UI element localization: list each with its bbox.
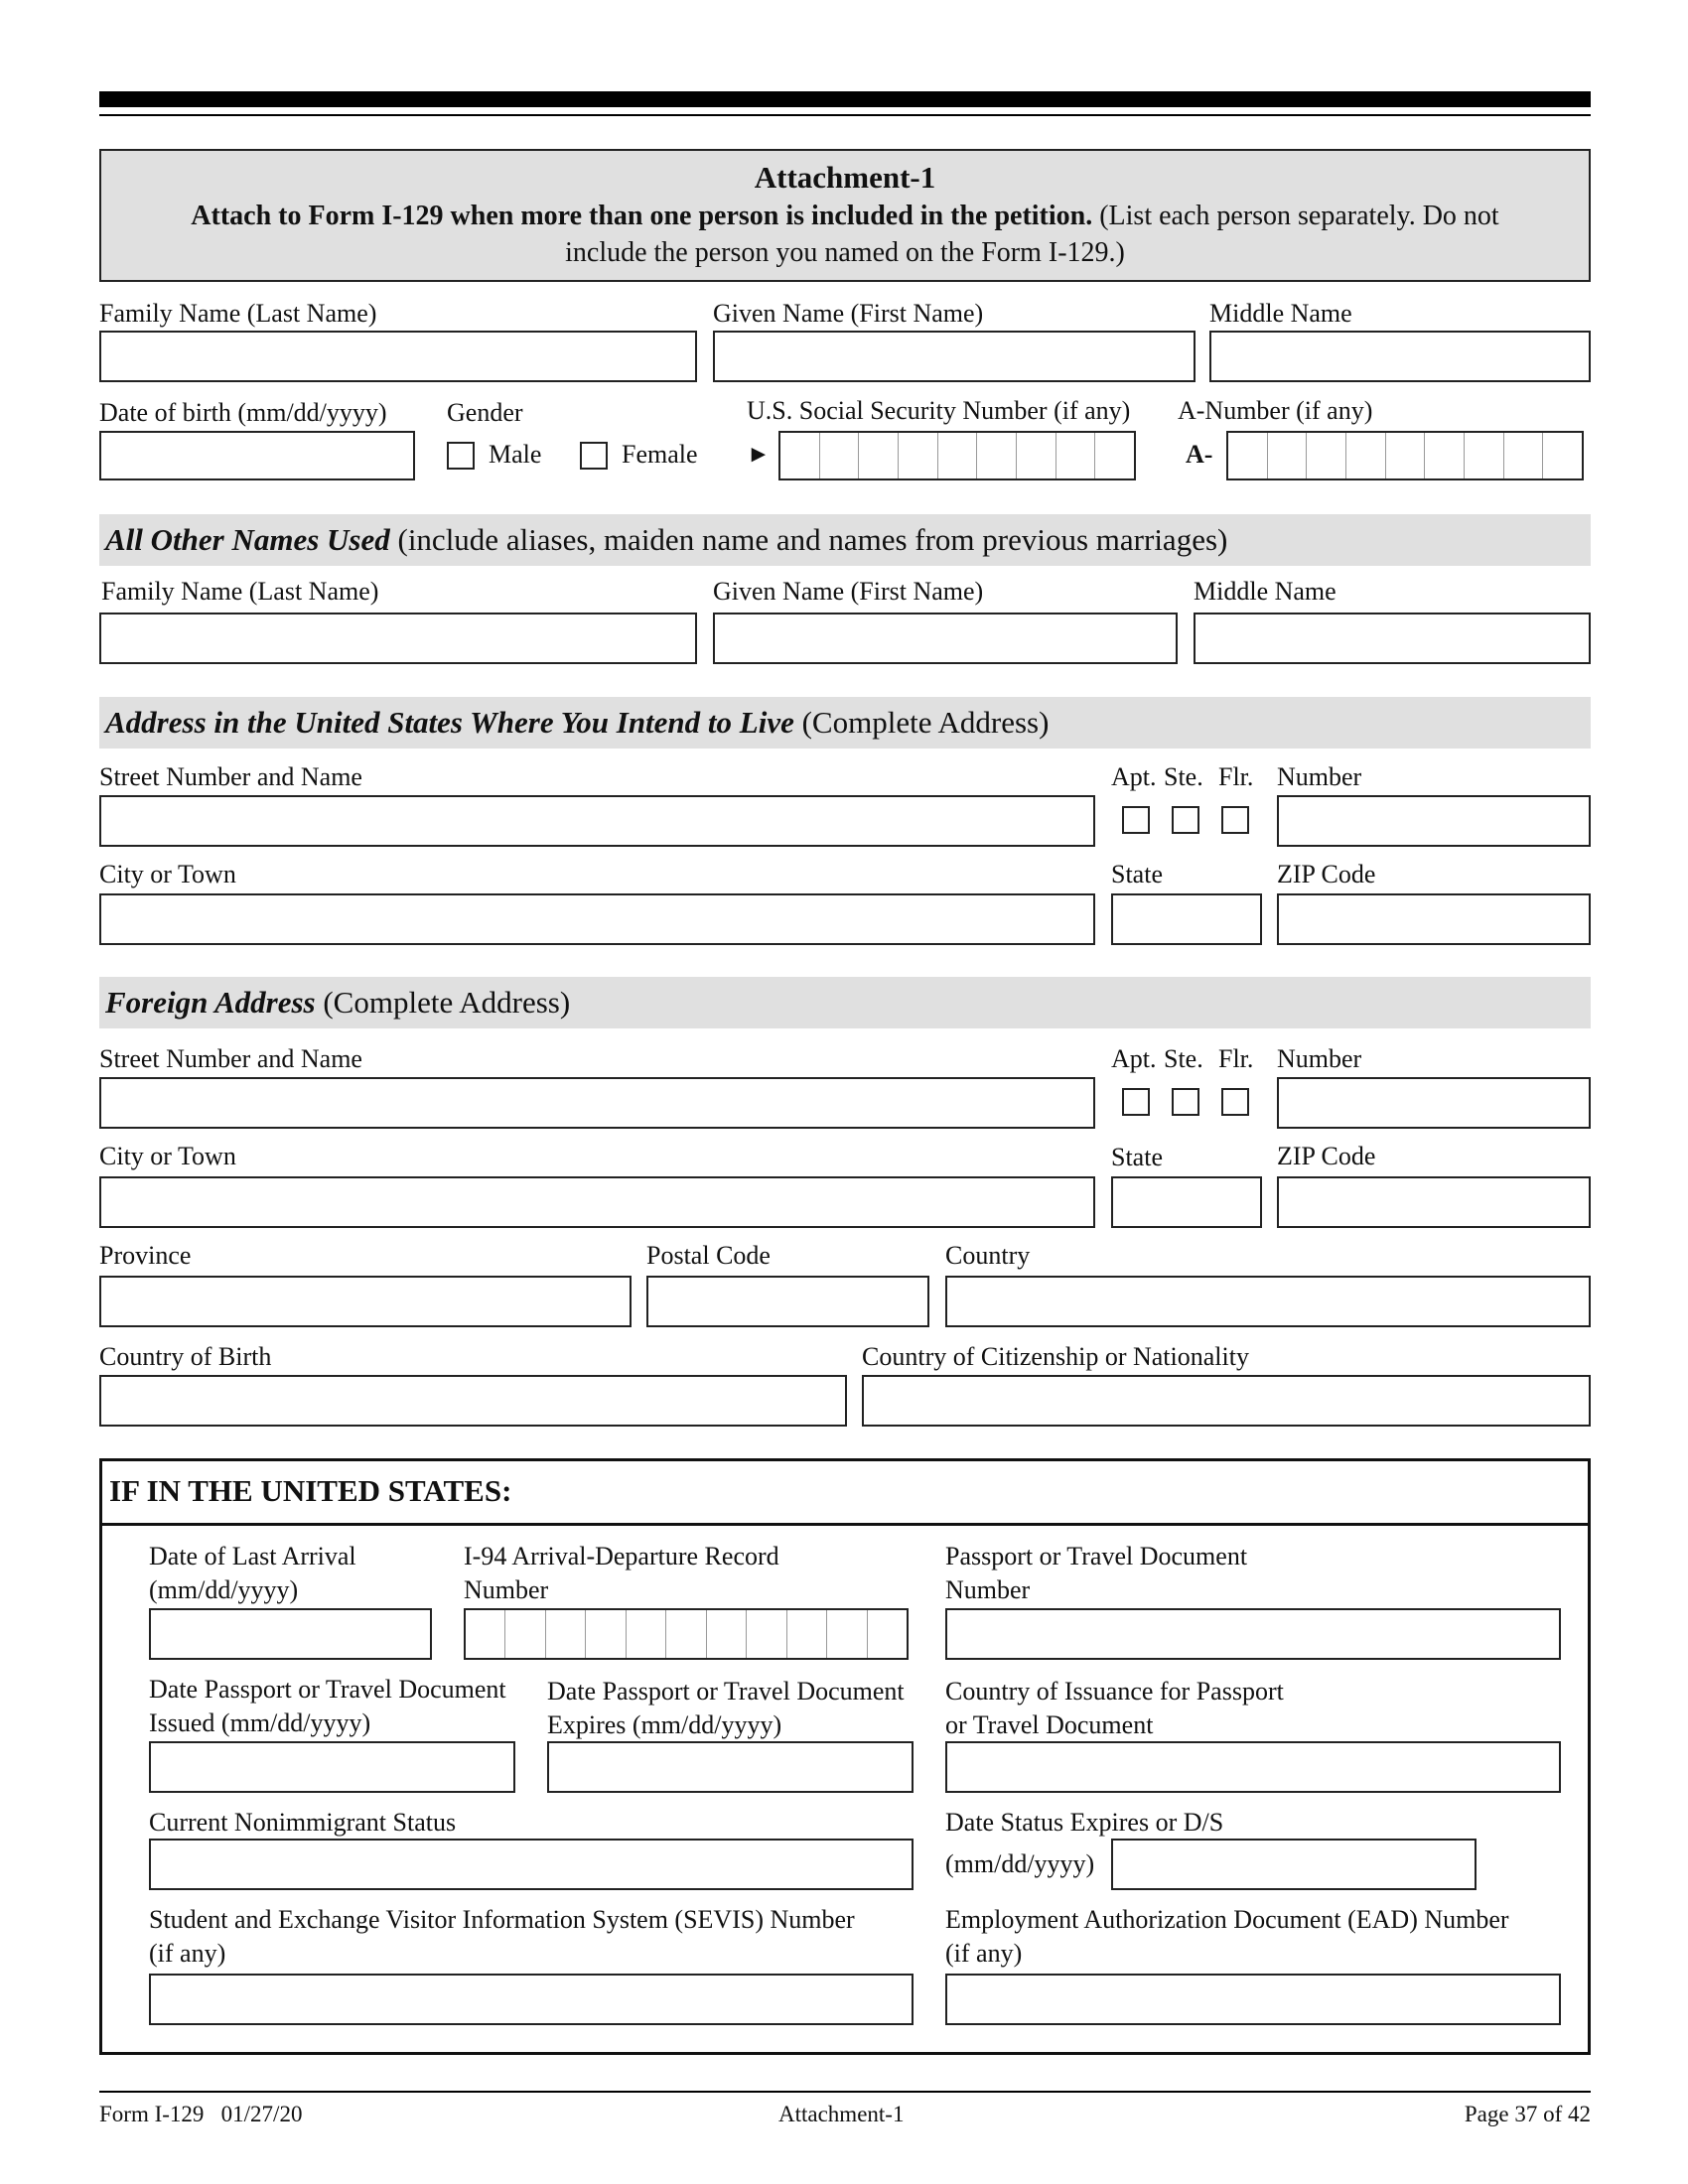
dob-field[interactable]	[99, 431, 415, 480]
us-city-label: City or Town	[99, 860, 236, 888]
status-label: Current Nonimmigrant Status	[149, 1808, 457, 1837]
foreign-number-label: Number	[1277, 1044, 1362, 1073]
us-number-field[interactable]	[1277, 795, 1591, 847]
status-field[interactable]	[149, 1839, 914, 1890]
sevis-field[interactable]	[149, 1974, 914, 2025]
other-names-heading-bold: All Other Names Used	[105, 522, 390, 557]
status-expires-label-2: (mm/dd/yyyy)	[945, 1849, 1095, 1878]
attachment-instruction-rest: (List each person separately. Do not	[1099, 201, 1499, 231]
i94-label-1: I-94 Arrival-Departure Record	[464, 1542, 779, 1570]
male-label: Male	[489, 440, 542, 469]
anumber-label: A-Number (if any)	[1178, 396, 1373, 425]
attachment-instruction	[101, 199, 1589, 234]
country-of-birth-label: Country of Birth	[99, 1342, 272, 1371]
pp-expires-field[interactable]	[547, 1741, 914, 1793]
sevis-label-2: (if any)	[149, 1939, 226, 1968]
province-label: Province	[99, 1241, 192, 1270]
top-thin-rule	[99, 114, 1591, 116]
in-us-heading-divider	[99, 1523, 1591, 1526]
us-address-heading-band	[99, 697, 1591, 749]
sevis-label-1: Student and Exchange Visitor Information System (SEVIS) Number	[149, 1905, 855, 1934]
foreign-address-heading	[105, 983, 570, 1023]
postal-code-field[interactable]	[646, 1276, 929, 1327]
other-names-heading-note: (include aliases, maiden name and names from previous marriages)	[397, 522, 1228, 557]
foreign-address-heading-note: (Complete Address)	[323, 985, 571, 1020]
foreign-state-field[interactable]	[1111, 1176, 1262, 1228]
middle-name-label: Middle Name	[1209, 299, 1352, 328]
us-ste-checkbox[interactable]	[1172, 806, 1199, 834]
foreign-ste-label: Ste.	[1164, 1044, 1203, 1073]
given-name-label: Given Name (First Name)	[713, 299, 984, 328]
us-zip-label: ZIP Code	[1277, 860, 1376, 888]
attachment-instruction-bold: Attach to Form I-129 when more than one person is included in the petition.	[191, 201, 1093, 231]
pp-country-field[interactable]	[945, 1741, 1561, 1793]
footer-center: Attachment-1	[778, 2102, 905, 2126]
pp-issued-field[interactable]	[149, 1741, 515, 1793]
country-of-birth-field[interactable]	[99, 1375, 847, 1427]
foreign-city-field[interactable]	[99, 1176, 1095, 1228]
status-expires-field[interactable]	[1111, 1839, 1477, 1890]
postal-code-label: Postal Code	[646, 1241, 771, 1270]
other-names-heading-band	[99, 514, 1591, 566]
last-arrival-label-1: Date of Last Arrival	[149, 1542, 356, 1570]
family-name-field[interactable]	[99, 331, 697, 382]
ssn-field[interactable]	[778, 431, 1136, 480]
foreign-ste-checkbox[interactable]	[1172, 1088, 1199, 1116]
us-address-heading-note: (Complete Address)	[801, 705, 1050, 740]
us-zip-field[interactable]	[1277, 893, 1591, 945]
in-us-heading: IF IN THE UNITED STATES:	[109, 1473, 512, 1508]
anumber-field[interactable]	[1226, 431, 1584, 480]
us-flr-checkbox[interactable]	[1221, 806, 1249, 834]
country-field[interactable]	[945, 1276, 1591, 1327]
female-label: Female	[622, 440, 698, 469]
foreign-city-label: City or Town	[99, 1142, 236, 1170]
foreign-address-heading-band	[99, 977, 1591, 1028]
ssn-arrow-icon: ►	[747, 442, 771, 468]
footer-form-id: Form I-129 01/27/20	[99, 2102, 303, 2126]
family-name-label: Family Name (Last Name)	[99, 299, 377, 328]
pp-expires-label-1: Date Passport or Travel Document	[547, 1677, 905, 1706]
ead-label-2: (if any)	[945, 1939, 1023, 1968]
us-state-label: State	[1111, 860, 1163, 888]
us-flr-label: Flr.	[1218, 762, 1254, 791]
us-address-heading	[105, 703, 1049, 743]
i94-field[interactable]	[464, 1608, 909, 1660]
pp-issued-label-2: Issued (mm/dd/yyyy)	[149, 1708, 371, 1737]
foreign-street-label: Street Number and Name	[99, 1044, 362, 1073]
dob-label: Date of birth (mm/dd/yyyy)	[99, 398, 387, 427]
given-name-field[interactable]	[713, 331, 1196, 382]
province-field[interactable]	[99, 1276, 632, 1327]
pp-country-label-1: Country of Issuance for Passport	[945, 1677, 1284, 1706]
us-city-field[interactable]	[99, 893, 1095, 945]
pp-country-label-2: or Travel Document	[945, 1710, 1154, 1739]
gender-label: Gender	[447, 398, 523, 427]
passport-label-2: Number	[945, 1575, 1031, 1604]
other-middle-name-label: Middle Name	[1194, 577, 1336, 606]
other-given-name-label: Given Name (First Name)	[713, 577, 984, 606]
foreign-flr-checkbox[interactable]	[1221, 1088, 1249, 1116]
foreign-street-field[interactable]	[99, 1077, 1095, 1129]
female-checkbox[interactable]	[580, 442, 608, 470]
other-family-name-field[interactable]	[99, 613, 697, 664]
us-apt-label: Apt.	[1111, 762, 1157, 791]
top-thick-rule	[99, 91, 1591, 107]
us-address-heading-bold: Address in the United States Where You Intend to Live	[105, 705, 794, 740]
other-given-name-field[interactable]	[713, 613, 1178, 664]
us-state-field[interactable]	[1111, 893, 1262, 945]
pp-issued-label-1: Date Passport or Travel Document	[149, 1675, 506, 1704]
attachment-instruction-line2: include the person you named on the Form I-129.)	[565, 237, 1125, 268]
foreign-zip-field[interactable]	[1277, 1176, 1591, 1228]
attachment-header	[99, 149, 1591, 282]
ead-label-1: Employment Authorization Document (EAD) Number	[945, 1905, 1509, 1934]
i94-label-2: Number	[464, 1575, 549, 1604]
footer-page: Page 37 of 42	[1464, 2102, 1591, 2126]
foreign-state-label: State	[1111, 1143, 1163, 1171]
middle-name-field[interactable]	[1209, 331, 1591, 382]
citizenship-label: Country of Citizenship or Nationality	[862, 1342, 1249, 1371]
foreign-number-field[interactable]	[1277, 1077, 1591, 1129]
foreign-apt-checkbox[interactable]	[1122, 1088, 1150, 1116]
passport-number-field[interactable]	[945, 1608, 1561, 1660]
other-family-name-label: Family Name (Last Name)	[101, 577, 379, 606]
male-checkbox[interactable]	[447, 442, 475, 470]
us-ste-label: Ste.	[1164, 762, 1203, 791]
foreign-apt-label: Apt.	[1111, 1044, 1157, 1073]
other-names-heading	[105, 520, 1227, 560]
status-expires-label-1: Date Status Expires or D/S	[945, 1808, 1224, 1837]
last-arrival-label-2: (mm/dd/yyyy)	[149, 1575, 299, 1604]
pp-expires-label-2: Expires (mm/dd/yyyy)	[547, 1710, 782, 1739]
us-street-label: Street Number and Name	[99, 762, 362, 791]
ssn-label: U.S. Social Security Number (if any)	[747, 396, 1131, 425]
citizenship-field[interactable]	[862, 1375, 1591, 1427]
passport-label-1: Passport or Travel Document	[945, 1542, 1248, 1570]
us-apt-checkbox[interactable]	[1122, 806, 1150, 834]
footer-rule	[99, 2091, 1591, 2093]
foreign-zip-label: ZIP Code	[1277, 1142, 1376, 1170]
foreign-address-heading-bold: Foreign Address	[105, 985, 316, 1020]
foreign-flr-label: Flr.	[1218, 1044, 1254, 1073]
anumber-prefix: A-	[1186, 440, 1213, 469]
ead-field[interactable]	[945, 1974, 1561, 2025]
attachment-title: Attachment-1	[754, 160, 936, 195]
other-middle-name-field[interactable]	[1194, 613, 1591, 664]
us-street-field[interactable]	[99, 795, 1095, 847]
country-label: Country	[945, 1241, 1031, 1270]
last-arrival-field[interactable]	[149, 1608, 432, 1660]
us-number-label: Number	[1277, 762, 1362, 791]
